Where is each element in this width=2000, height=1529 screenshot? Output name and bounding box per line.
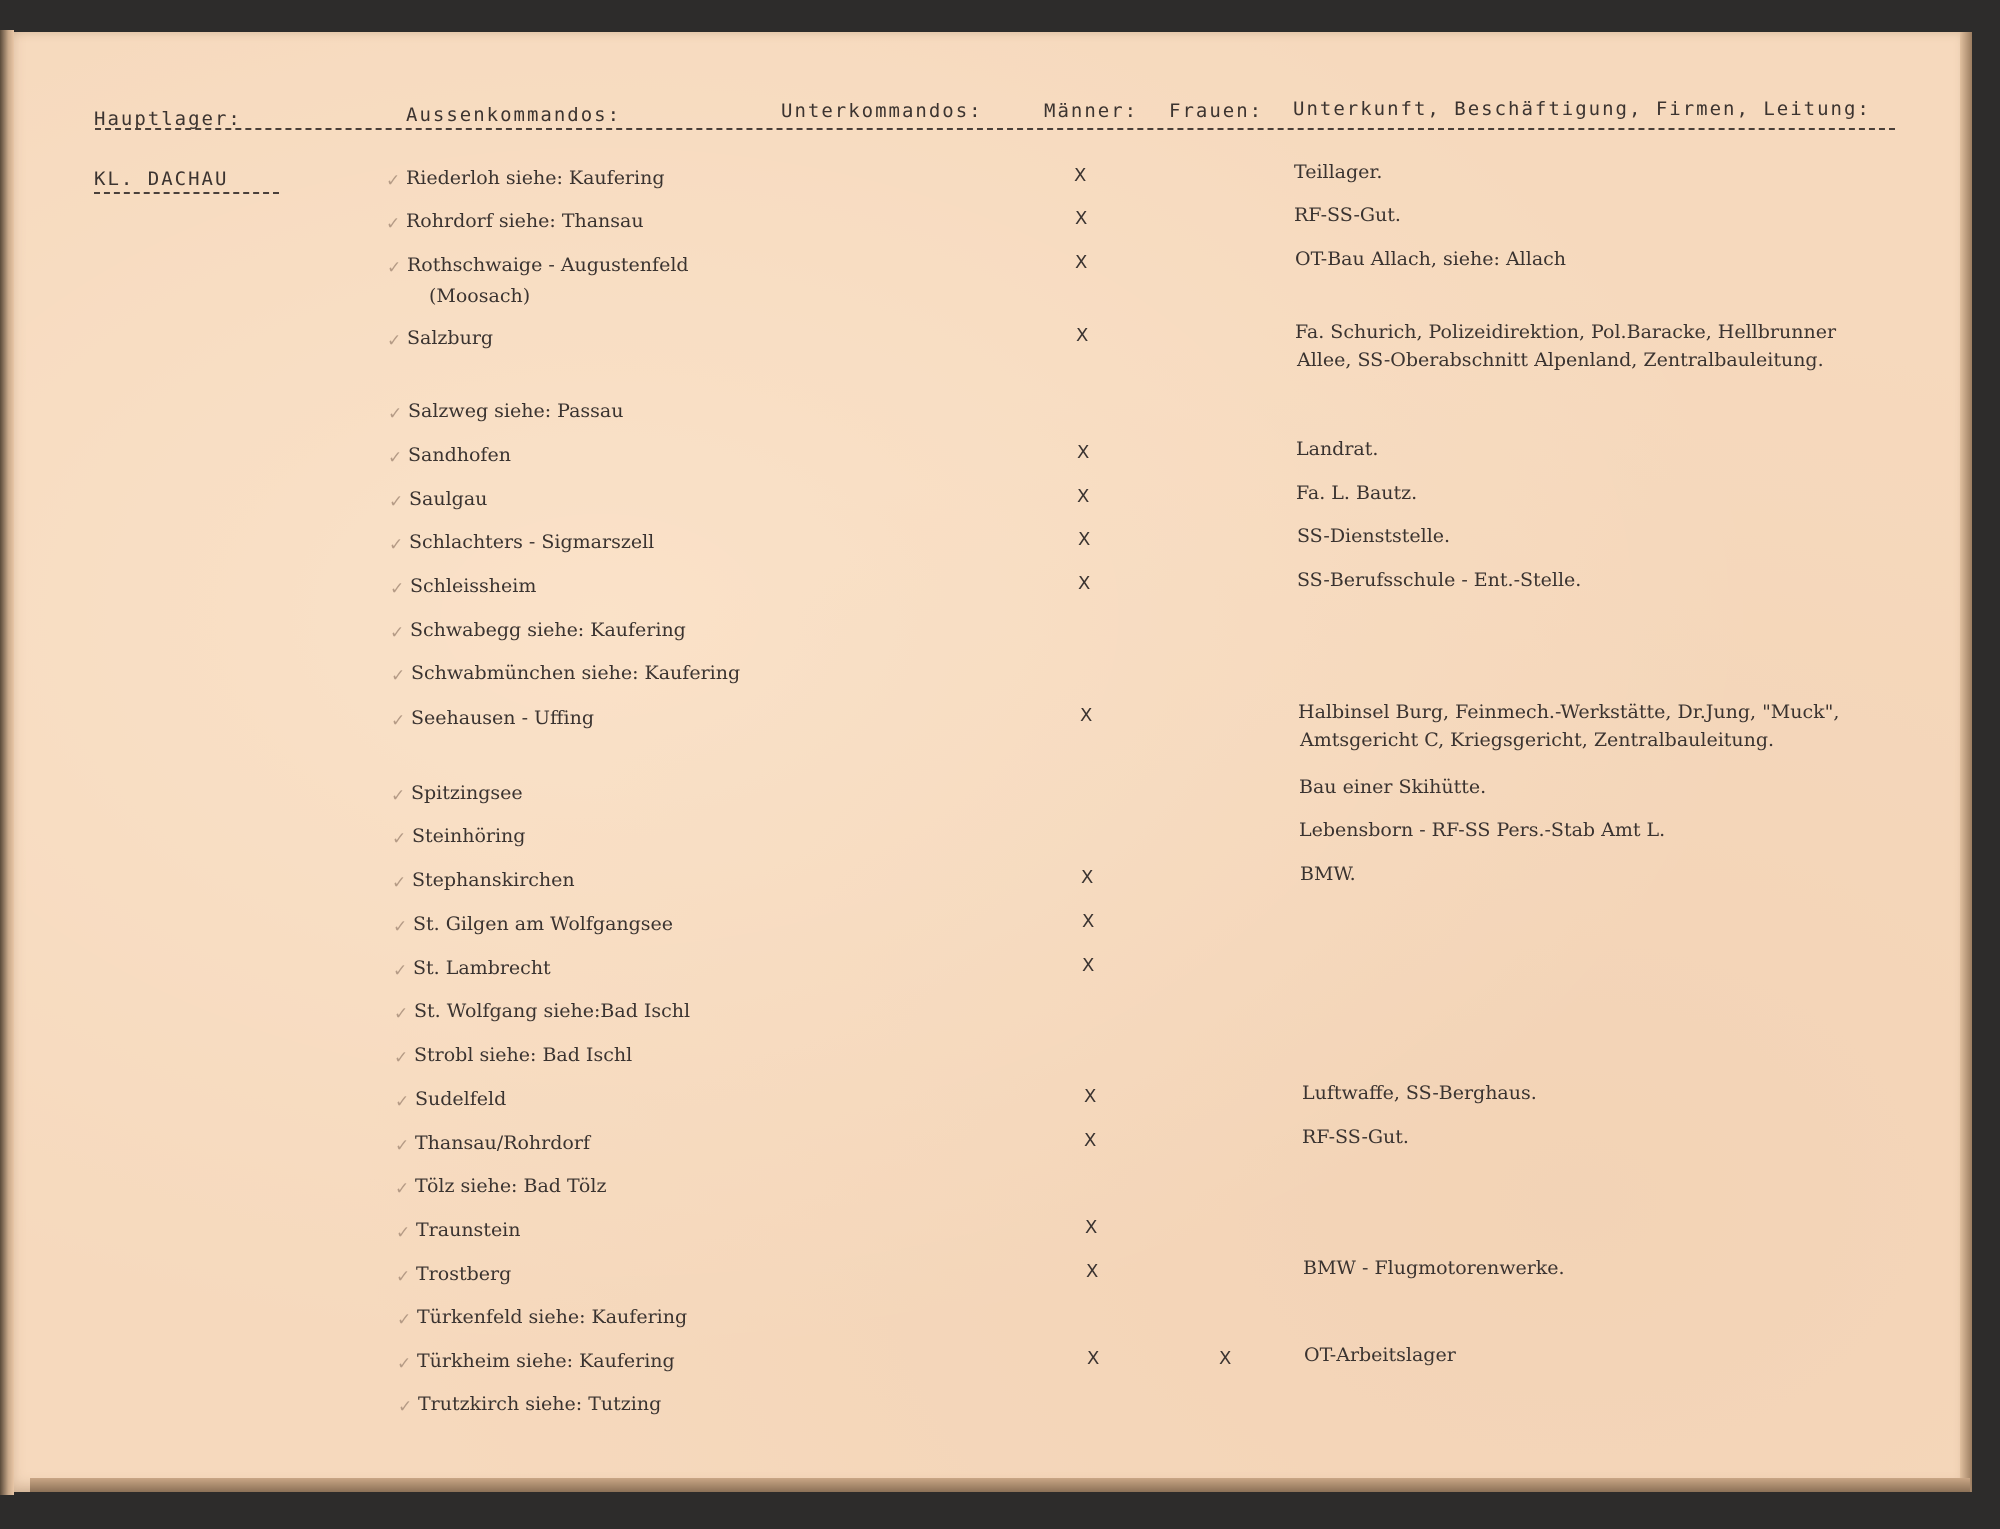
subcamp-name: Schlachters - Sigmarszell: [409, 531, 655, 553]
men-mark: X: [1074, 165, 1087, 186]
accommodation-info: Luftwaffe, SS-Berghaus.: [1302, 1082, 1537, 1104]
accommodation-info: OT-Arbeitslager: [1304, 1344, 1456, 1366]
subcamp-name: Riederloh siehe: Kaufering: [406, 167, 665, 189]
accommodation-info: RF-SS-Gut.: [1294, 204, 1401, 226]
page-right-edge: [1960, 32, 1972, 1492]
page-bottom-edge: [30, 1478, 1970, 1492]
subcamp-name: Thansau/Rohrdorf: [415, 1132, 590, 1154]
accommodation-info: Landrat.: [1296, 438, 1379, 460]
subcamp-name: Seehausen - Uffing: [411, 707, 595, 729]
pencil-checkmark-icon: ✓: [387, 258, 402, 278]
subcamp-name: Stephanskirchen: [412, 869, 575, 891]
subcamp-name: Steinhöring: [412, 825, 526, 847]
main-camp-label: KL. DACHAU: [94, 168, 229, 190]
subcamp-name: Sudelfeld: [415, 1088, 507, 1110]
accommodation-info-continuation: Amtsgericht C, Kriegsgericht, Zentralbauleitung.: [1300, 729, 1775, 751]
men-mark: X: [1075, 208, 1088, 229]
accommodation-info: SS-Berufsschule - Ent.-Stelle.: [1297, 569, 1582, 591]
pencil-checkmark-icon: ✓: [386, 214, 401, 234]
pencil-checkmark-icon: ✓: [389, 492, 404, 512]
pencil-checkmark-icon: ✓: [390, 623, 405, 643]
pencil-checkmark-icon: ✓: [397, 1354, 412, 1374]
pencil-checkmark-icon: ✓: [398, 1397, 413, 1417]
header-underline: [95, 128, 1895, 130]
pencil-checkmark-icon: ✓: [395, 1179, 410, 1199]
pencil-checkmark-icon: ✓: [393, 961, 408, 981]
header-frauen: Frauen:: [1169, 100, 1264, 122]
accommodation-info: Lebensborn - RF-SS Pers.-Stab Amt L.: [1299, 819, 1666, 841]
accommodation-info: SS-Dienststelle.: [1297, 525, 1451, 547]
accommodation-info: Halbinsel Burg, Feinmech.-Werkstätte, Dr.Jung, "Muck",: [1298, 701, 1840, 723]
accommodation-info: Fa. Schurich, Polizeidirektion, Pol.Baracke, Hellbrunner: [1295, 321, 1837, 343]
pencil-checkmark-icon: ✓: [392, 829, 407, 849]
subcamp-name: Rohrdorf siehe: Thansau: [406, 210, 644, 232]
subcamp-name: Strobl siehe: Bad Ischl: [414, 1044, 633, 1066]
pencil-checkmark-icon: ✓: [392, 873, 407, 893]
header-hauptlager: Hauptlager:: [94, 108, 242, 130]
accommodation-info: Fa. L. Bautz.: [1296, 482, 1418, 504]
pencil-checkmark-icon: ✓: [391, 711, 406, 731]
men-mark: X: [1084, 1086, 1097, 1107]
pencil-checkmark-icon: ✓: [389, 535, 404, 555]
men-mark: X: [1086, 1261, 1099, 1282]
subcamp-name: St. Gilgen am Wolfgangsee: [413, 913, 674, 935]
men-mark: X: [1075, 252, 1088, 273]
pencil-checkmark-icon: ✓: [397, 1310, 412, 1330]
previous-page-edge: [0, 30, 14, 1495]
subcamp-name: Türkenfeld siehe: Kaufering: [417, 1306, 688, 1328]
pencil-checkmark-icon: ✓: [388, 404, 403, 424]
men-mark: X: [1080, 705, 1093, 726]
accommodation-info: RF-SS-Gut.: [1302, 1126, 1409, 1148]
men-mark: X: [1081, 867, 1094, 888]
subcamp-name: Schwabegg siehe: Kaufering: [410, 619, 686, 641]
pencil-checkmark-icon: ✓: [396, 1223, 411, 1243]
men-mark: X: [1078, 573, 1091, 594]
header-unterkunft: Unterkunft, Beschäftigung, Firmen, Leitung:: [1293, 98, 1871, 120]
subcamp-name-continuation: (Moosach): [429, 285, 531, 307]
subcamp-name: Tölz siehe: Bad Tölz: [415, 1175, 607, 1197]
subcamp-name: Türkheim siehe: Kaufering: [417, 1350, 675, 1372]
subcamp-name: Trutzkirch siehe: Tutzing: [418, 1393, 662, 1415]
subcamp-name: Schwabmünchen siehe: Kaufering: [411, 662, 741, 684]
men-mark: X: [1087, 1348, 1100, 1369]
accommodation-info-continuation: Allee, SS-Oberabschnitt Alpenland, Zentralbauleitung.: [1297, 349, 1824, 371]
subcamp-name: Saulgau: [409, 488, 488, 510]
subcamp-name: Traunstein: [416, 1219, 521, 1241]
pencil-checkmark-icon: ✓: [396, 1267, 411, 1287]
pencil-checkmark-icon: ✓: [395, 1092, 410, 1112]
accommodation-info: BMW.: [1300, 863, 1356, 885]
pencil-checkmark-icon: ✓: [394, 1048, 409, 1068]
accommodation-info: BMW - Flugmotorenwerke.: [1303, 1257, 1565, 1279]
header-maenner: Männer:: [1044, 100, 1139, 122]
men-mark: X: [1082, 911, 1095, 932]
subcamp-name: St. Lambrecht: [413, 957, 551, 979]
pencil-checkmark-icon: ✓: [388, 448, 403, 468]
subcamp-name: Salzburg: [407, 327, 494, 349]
men-mark: X: [1077, 486, 1090, 507]
subcamp-name: Schleissheim: [410, 575, 537, 597]
subcamp-name: Sandhofen: [408, 444, 511, 466]
pencil-checkmark-icon: ✓: [393, 917, 408, 937]
men-mark: X: [1077, 442, 1090, 463]
men-mark: X: [1078, 529, 1091, 550]
pencil-checkmark-icon: ✓: [391, 786, 406, 806]
pencil-checkmark-icon: ✓: [394, 1004, 409, 1024]
men-mark: X: [1085, 1217, 1098, 1238]
main-camp-underline: [94, 192, 279, 194]
header-aussenkommandos: Aussenkommandos:: [406, 104, 622, 126]
men-mark: X: [1084, 1130, 1097, 1151]
pencil-checkmark-icon: ✓: [386, 171, 401, 191]
pencil-checkmark-icon: ✓: [387, 331, 402, 351]
women-mark: X: [1219, 1348, 1232, 1369]
subcamp-name: St. Wolfgang siehe:Bad Ischl: [414, 1000, 691, 1022]
subcamp-name: Trostberg: [416, 1263, 512, 1285]
men-mark: X: [1076, 325, 1089, 346]
accommodation-info: OT-Bau Allach, siehe: Allach: [1295, 248, 1567, 270]
men-mark: X: [1082, 955, 1095, 976]
header-unterkommandos: Unterkommandos:: [781, 100, 983, 122]
accommodation-info: Bau einer Skihütte.: [1299, 776, 1487, 798]
document-page: [14, 32, 1970, 1492]
pencil-checkmark-icon: ✓: [391, 666, 406, 686]
subcamp-name: Spitzingsee: [411, 782, 523, 804]
pencil-checkmark-icon: ✓: [395, 1136, 410, 1156]
accommodation-info: Teillager.: [1294, 161, 1383, 183]
subcamp-name: Rothschwaige - Augustenfeld: [407, 254, 689, 276]
subcamp-name: Salzweg siehe: Passau: [408, 400, 624, 422]
pencil-checkmark-icon: ✓: [390, 579, 405, 599]
